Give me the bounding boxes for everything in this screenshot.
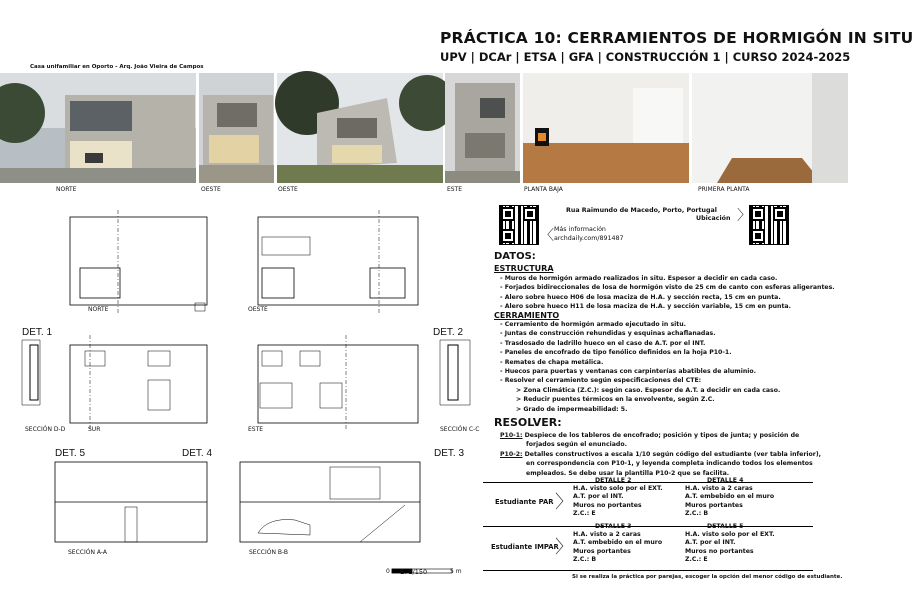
table-divider-bottom	[483, 570, 813, 571]
page-title: PRÁCTICA 10: CERRAMIENTOS DE HORMIGÓN IN SITU	[440, 29, 913, 47]
list-item: > Grado de impermeabilidad: 5.	[516, 405, 628, 413]
address-text: Rua Raimundo de Macedo, Porto, Portugal	[566, 207, 717, 214]
det-5-label: DET. 5	[55, 448, 86, 459]
technical-drawings	[0, 205, 490, 590]
detalle-line: Z.C.: B	[685, 509, 709, 517]
list-item: - Alero sobre hueco H06 de losa maciza de H.A. y sección recta, 15 cm en punta.	[500, 293, 781, 301]
detalle-4-block	[685, 477, 774, 518]
drawing-label-este: ESTE	[248, 426, 264, 433]
detalle-line: H.A. visto a 2 caras	[573, 531, 641, 539]
list-item: - Forjados bidireccionales de losa de hormigón visto de 25 cm de canto con esferas aligerantes.	[500, 284, 835, 292]
p10-1-text-cont: forjados según el enunciado.	[526, 441, 627, 449]
estudiante-impar-label: Estudiante IMPAR	[491, 543, 559, 551]
scale-five: 5 m	[450, 568, 462, 575]
photo-oeste-2	[277, 73, 443, 183]
photo-este	[445, 73, 520, 183]
drawing-label-sur: SUR	[88, 426, 101, 433]
detalle-line: Muros no portantes	[685, 547, 754, 555]
chevron-right-icon: 〉	[737, 208, 751, 224]
drawing-label-seccion-aa: SECCIÓN A-A	[68, 549, 107, 556]
p10-2-text-cont2: empleados. Se debe usar la plantilla P10-2 que se facilita.	[526, 469, 730, 477]
detalle-line: H.A. visto solo por el EXT.	[685, 531, 775, 539]
photo-label-oeste-1: OESTE	[201, 186, 221, 193]
detalle-line: Z.C.: E	[685, 555, 708, 563]
datos-heading: DATOS:	[494, 251, 536, 262]
cerramiento-heading: CERRAMIENTO	[494, 311, 560, 320]
detalle-line: Z.C.: E	[573, 509, 596, 517]
det-2-label: DET. 2	[433, 327, 464, 338]
detalle-line: Muros portantes	[573, 547, 631, 555]
list-item: - Juntas de construcción rehundidas y esquinas achaflanadas.	[500, 330, 716, 338]
detalle-line: H.A. visto solo por el EXT.	[573, 485, 663, 493]
p10-2-text: Detalles constructivos a escala 1/10 según código del estudiante (ver tabla inferior),	[524, 450, 822, 458]
detalle-line: A.T. embebido en el muro	[685, 493, 775, 501]
detalle-line: H.A. visto a 2 caras	[685, 485, 753, 493]
drawing-label-norte: NORTE	[88, 306, 109, 313]
drawing-label-oeste: OESTE	[248, 306, 268, 313]
photo-primera-planta	[692, 73, 848, 183]
detalle-title: DETALLE 3	[595, 523, 632, 530]
drawing-label-seccion-dd: SECCIÓN D-D	[25, 426, 66, 433]
p10-1-code: P10-1:	[500, 432, 523, 439]
photo-oeste-1	[199, 73, 274, 183]
detalle-line: Muros no portantes	[573, 501, 642, 509]
list-item: > Reducir puentes térmicos en la envolvente, según Z.C.	[516, 396, 715, 404]
photo-label-norte: NORTE	[56, 186, 77, 193]
resolver-list	[500, 431, 821, 478]
archdaily-link[interactable]: archdaily.com/891487	[554, 235, 624, 242]
photo-caption: Casa unifamiliar en Oporto - Arq. João Vieira de Campos	[30, 64, 204, 70]
photo-label-oeste-2: OESTE	[278, 186, 298, 193]
scale-zero: 0	[386, 568, 390, 575]
photo-label-planta-baja: PLANTA BAJA	[524, 186, 563, 193]
detalle-5-block	[685, 523, 775, 564]
list-item: - Resolver el cerramiento según especificaciones del CTE:	[500, 377, 702, 385]
list-item: > Zona Climática (Z.C.): según caso. Espesor de A.T. a decidir en cada caso.	[516, 386, 781, 394]
list-item: - Cerramiento de hormigón armado ejecutado in situ.	[500, 321, 686, 328]
photo-label-este: ESTE	[447, 186, 463, 193]
p10-1-text: Despiece de los tableros de encofrado; posición y tipos de junta; y posición de	[524, 432, 800, 439]
drawing-label-seccion-cc: SECCIÓN C-C	[440, 426, 480, 433]
photo-planta-baja	[523, 73, 689, 183]
p10-2-text-cont: en correspondencia con P10-1, y leyenda completa indicando todos los elementos	[526, 460, 813, 468]
list-item: - Huecos para puertas y ventanas con carpinterías abatibles de aluminio.	[500, 368, 756, 376]
detalle-line: A.T. por el INT.	[685, 539, 736, 547]
scale-label: E: 1/150	[400, 568, 428, 576]
det-1-label: DET. 1	[22, 327, 53, 338]
detalle-line: A.T. embebido en el muro	[573, 539, 663, 547]
list-item: - Trasdosado de ladrillo hueco en el caso de A.T. por el INT.	[500, 339, 706, 347]
detalle-line: A.T. por el INT.	[573, 493, 624, 501]
cerramiento-list	[500, 320, 780, 414]
list-item: - Remates de chapa metálica.	[500, 358, 604, 366]
photo-norte	[0, 73, 196, 183]
detalle-line: Z.C.: B	[573, 555, 597, 563]
detalle-title: DETALLE 5	[707, 523, 744, 530]
detalle-title: DETALLE 2	[595, 477, 632, 484]
location-label: Ubicación	[696, 215, 731, 222]
more-info-label: Más información	[554, 226, 606, 233]
p10-2-code: P10-2:	[500, 450, 523, 458]
detalle-2-block	[573, 477, 663, 518]
detalle-title: DETALLE 4	[707, 477, 744, 484]
list-item: - Paneles de encofrado de tipo fenólico definidos en la hoja P10-1.	[500, 349, 732, 357]
list-item: - Alero sobre hueco H11 de losa maciza de H.A. y sección variable, 15 cm en punta.	[500, 303, 791, 311]
estructura-list	[500, 274, 835, 312]
estudiante-par-label: Estudiante PAR	[495, 498, 554, 506]
detalle-line: Muros portantes	[685, 501, 743, 509]
chevron-right-icon: 〉	[555, 537, 573, 558]
detalle-3-block	[573, 523, 662, 564]
det-4-label: DET. 4	[182, 448, 213, 459]
qr-code-location[interactable]	[749, 205, 789, 245]
drawing-label-seccion-bb: SECCIÓN B-B	[249, 549, 289, 556]
chevron-right-icon: 〉	[555, 492, 573, 513]
qr-code-archdaily[interactable]	[499, 205, 539, 245]
chevron-left-icon: 〈	[540, 228, 554, 244]
det-3-label: DET. 3	[434, 448, 465, 459]
estructura-heading: ESTRUCTURA	[494, 264, 554, 273]
page-subtitle: UPV | DCAr | ETSA | GFA | CONSTRUCCIÓN 1 | CURSO 2024-2025	[440, 50, 851, 64]
photo-label-primera-planta: PRIMERA PLANTA	[698, 186, 750, 193]
resolver-heading: RESOLVER:	[494, 416, 562, 429]
list-item: - Muros de hormigón armado realizados in situ. Espesor a decidir en cada caso.	[500, 275, 778, 282]
pairs-note: Si se realiza la práctica por parejas, escoger la opción del menor código de estudiante.	[572, 574, 843, 580]
